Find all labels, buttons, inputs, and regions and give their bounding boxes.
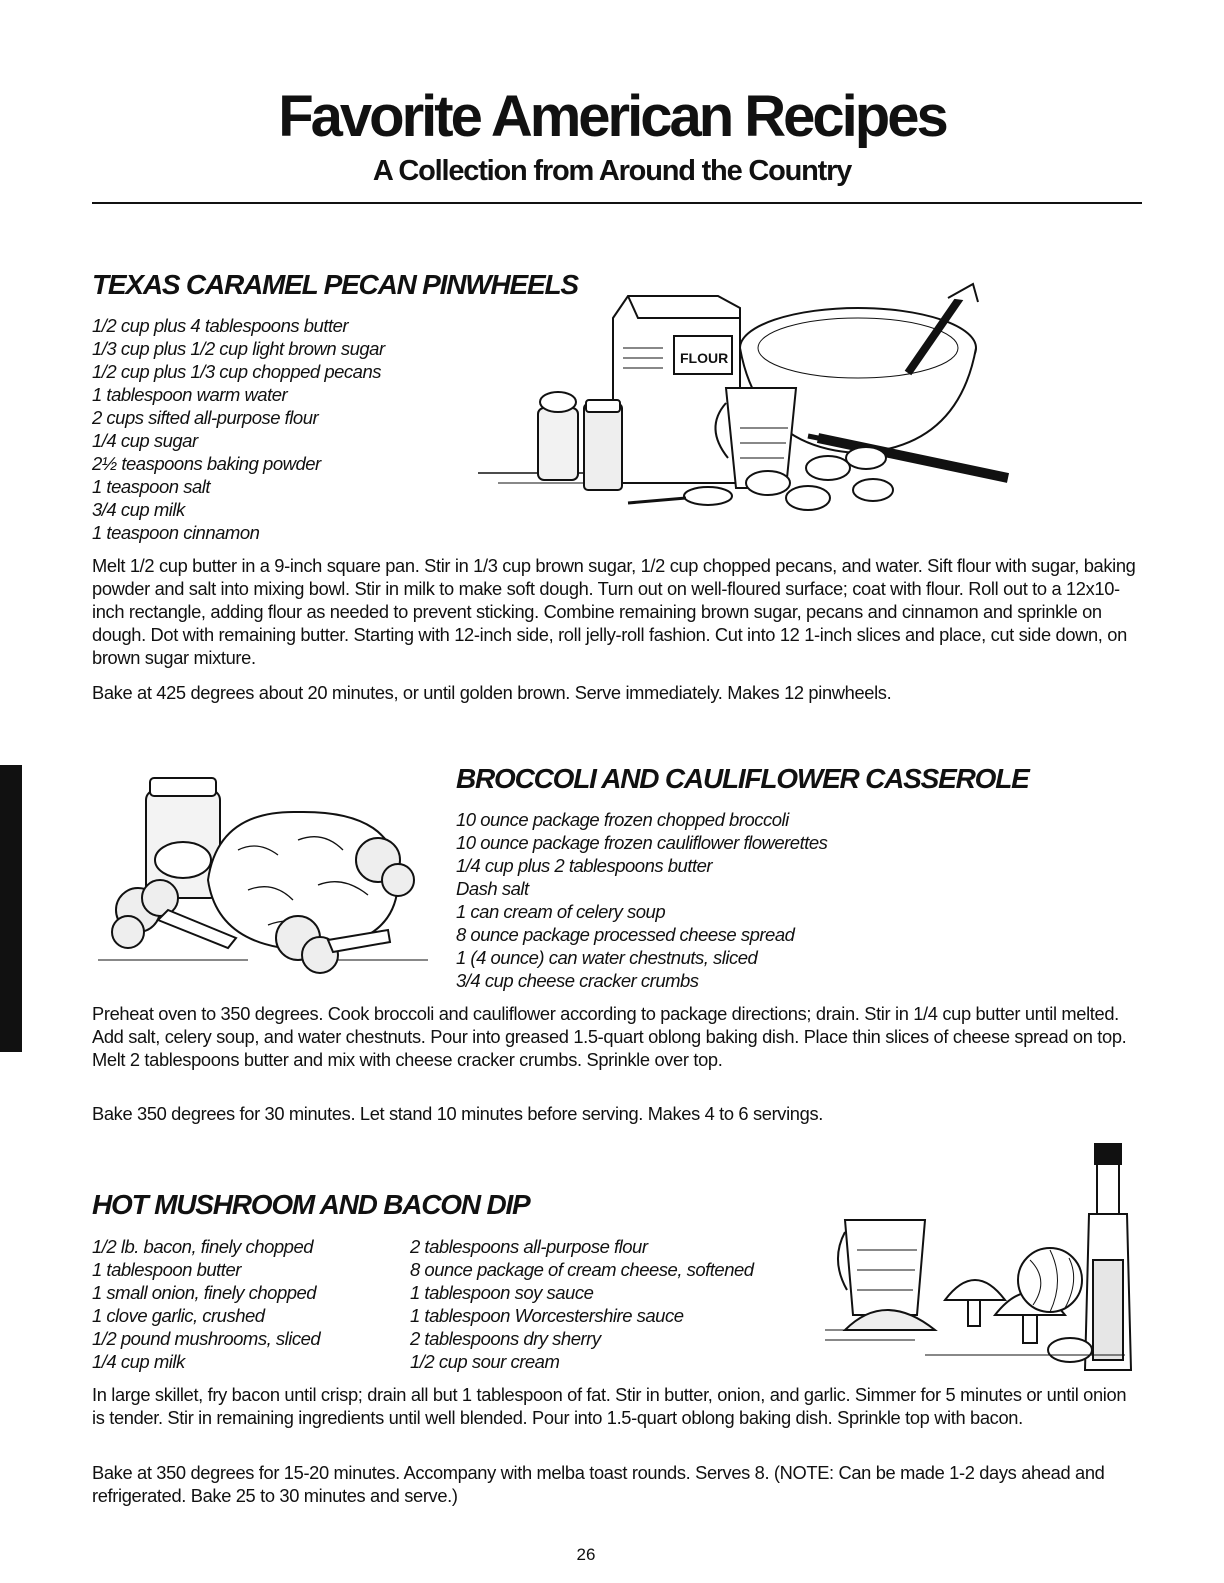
ingredient-item: 1/2 cup plus 1/3 cup chopped pecans	[92, 361, 382, 382]
ingredient-item: 1 clove garlic, crushed	[92, 1305, 265, 1326]
recipe-title-mushroom-dip: HOT MUSHROOM AND BACON DIP	[92, 1189, 530, 1220]
flour-label: FLOUR	[680, 350, 729, 366]
baking-note-pinwheels: Bake at 425 degrees about 20 minutes, or until golden brown. Serve immediately. Makes 12 pinwheels.	[92, 682, 892, 703]
mushroom-dip-illustration	[825, 1140, 1155, 1380]
directions-pinwheels: Melt 1/2 cup butter in a 9-inch square pan. Stir in 1/3 cup brown sugar, 1/2 cup chopped pecans, and water. Sift flour with sugar, baking powder and salt into mixing bowl. Stir in milk to make soft dough. Turn out on well-floured surface; coat with flour. Roll out to a 12x10-inch rectangle, adding flour as needed to prevent sticking. Combine remaining brown sugar, pecans and cinnamon and sprinkle on dough. Dot with remaining butter. Starting with 12-inch side, roll jelly-roll fashion. Cut into 12 1-inch slices and place, cut side down, on brown sugar mixture.	[92, 555, 1136, 668]
ingredient-item: 1/2 cup plus 4 tablespoons butter	[92, 315, 349, 336]
ingredient-list-pinwheels	[92, 314, 385, 544]
recipe-title-casserole: BROCCOLI AND CAULIFLOWER CASSEROLE	[456, 763, 1029, 794]
ingredient-item: 1 teaspoon cinnamon	[92, 522, 260, 543]
page-number: 26	[576, 1545, 596, 1564]
baking-illustration	[478, 278, 1018, 528]
ingredient-item: 10 ounce package frozen chopped broccoli	[456, 809, 789, 830]
ingredient-item: 1 teaspoon salt	[92, 476, 210, 497]
ingredient-item: 8 ounce package of cream cheese, softened	[410, 1259, 754, 1280]
ingredient-item: 2 cups sifted all-purpose flour	[92, 407, 319, 428]
ingredient-list-mushroom-dip-col2	[410, 1235, 754, 1373]
title-divider	[92, 202, 1142, 204]
ingredient-item: 1/4 cup sugar	[92, 430, 198, 451]
ingredient-list-casserole	[456, 808, 827, 992]
ingredient-item: 1/2 lb. bacon, finely chopped	[92, 1236, 314, 1257]
ingredient-item: 3/4 cup milk	[92, 499, 185, 520]
ingredient-item: 1 tablespoon soy sauce	[410, 1282, 594, 1303]
ingredient-item: 1 small onion, finely chopped	[92, 1282, 317, 1303]
ingredient-item: Dash salt	[456, 878, 529, 899]
broccoli-cauliflower-illustration	[98, 770, 443, 995]
page-edge-bar	[0, 765, 22, 1052]
page-title: Favorite American Recipes	[278, 84, 946, 149]
baking-note-casserole: Bake 350 degrees for 30 minutes. Let stand 10 minutes before serving. Makes 4 to 6 servings.	[92, 1103, 823, 1124]
ingredient-list-mushroom-dip-col1	[92, 1235, 320, 1373]
ingredient-item: 2 tablespoons all-purpose flour	[410, 1236, 648, 1257]
ingredient-item: 1/3 cup plus 1/2 cup light brown sugar	[92, 338, 385, 359]
directions-mushroom-dip: In large skillet, fry bacon until crisp; drain all but 1 tablespoon of fat. Stir in butter, onion, and garlic. Simmer for 5 minutes or until onion is tender. Stir in remaining ingredients until well blended. Pour into 1.5-quart oblong baking dish. Sprinkle top with bacon.	[92, 1384, 1127, 1428]
ingredient-item: 2½ teaspoons baking powder	[92, 453, 321, 474]
ingredient-item: 1/4 cup milk	[92, 1351, 185, 1372]
ingredient-item: 1/2 cup sour cream	[410, 1351, 560, 1372]
ingredient-item: 2 tablespoons dry sherry	[410, 1328, 601, 1349]
ingredient-item: 3/4 cup cheese cracker crumbs	[456, 970, 699, 991]
baking-note-mushroom-dip: Bake at 350 degrees for 15-20 minutes. Accompany with melba toast rounds. Serves 8. (NOTE: Can be made 1-2 days ahead and refrigerated. Bake 25 to 30 minutes and serve.)	[92, 1462, 1105, 1506]
ingredient-item: 1 can cream of celery soup	[456, 901, 666, 922]
ingredient-item: 1 tablespoon Worcestershire sauce	[410, 1305, 684, 1326]
ingredient-item: 1 (4 ounce) can water chestnuts, sliced	[456, 947, 758, 968]
ingredient-item: 1 tablespoon butter	[92, 1259, 241, 1280]
ingredient-item: 1/4 cup plus 2 tablespoons butter	[456, 855, 713, 876]
directions-casserole: Preheat oven to 350 degrees. Cook broccoli and cauliflower according to package directions; drain. Stir in 1/4 cup butter until melted. Add salt, celery soup, and water chestnuts. Pour into greased 1.5-quart oblong baking dish. Place thin slices of cheese spread on top. Melt 2 tablespoons butter and mix with cheese cracker crumbs. Sprinkle over top.	[92, 1003, 1127, 1070]
page-subtitle: A Collection from Around the Country	[372, 155, 852, 187]
recipe-title-pinwheels: TEXAS CARAMEL PECAN PINWHEELS	[92, 269, 578, 300]
ingredient-item: 1/2 pound mushrooms, sliced	[92, 1328, 321, 1349]
ingredient-item: 10 ounce package frozen cauliflower flowerettes	[456, 832, 828, 853]
ingredient-item: 1 tablespoon warm water	[92, 384, 288, 405]
ingredient-item: 8 ounce package processed cheese spread	[456, 924, 795, 945]
